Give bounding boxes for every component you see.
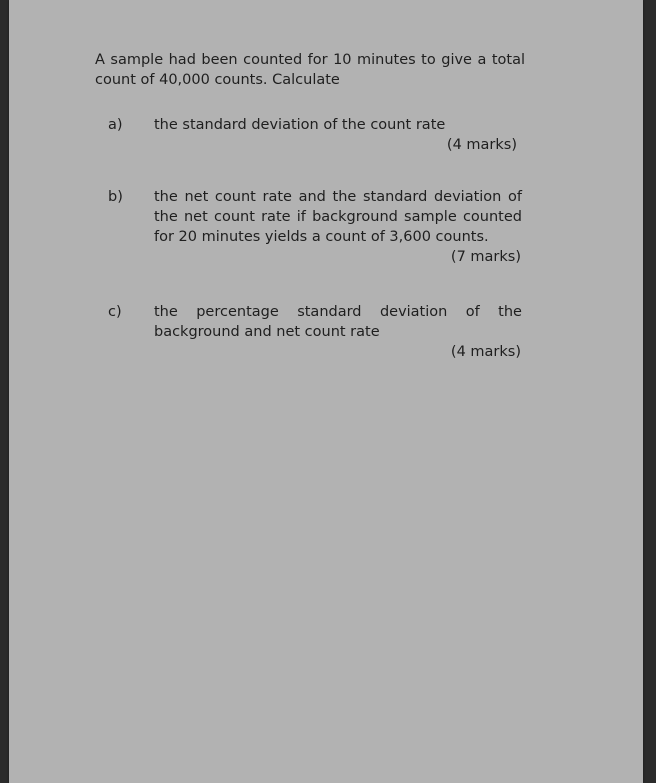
question-c-word: the — [498, 304, 522, 320]
question-b-label: b) — [108, 189, 123, 205]
question-b-text: the net count rate and the standard deviation of the net count rate if background sample counted for 20 minutes yields a count of 3,600 counts. — [154, 189, 522, 245]
question-b-marks: (7 marks) — [450, 249, 521, 265]
question-a-text: the standard deviation of the count rate — [154, 117, 446, 133]
question-c-line1 — [154, 302, 522, 322]
document-page — [9, 0, 643, 783]
question-c-word: percentage — [196, 304, 279, 320]
question-a-label: a) — [108, 117, 123, 133]
question-c-label: c) — [108, 304, 122, 320]
question-c-word: the — [154, 304, 178, 320]
question-c-word: of — [465, 304, 480, 320]
question-c-line2: background and net count rate — [154, 324, 380, 340]
question-c-word: deviation — [379, 304, 448, 320]
question-c-marks: (4 marks) — [450, 344, 521, 360]
question-intro: A sample had been counted for 10 minutes to give a total count of 40,000 counts. Calculate — [95, 52, 525, 88]
question-c-word: standard — [297, 304, 362, 320]
question-a-marks: (4 marks) — [446, 137, 517, 153]
